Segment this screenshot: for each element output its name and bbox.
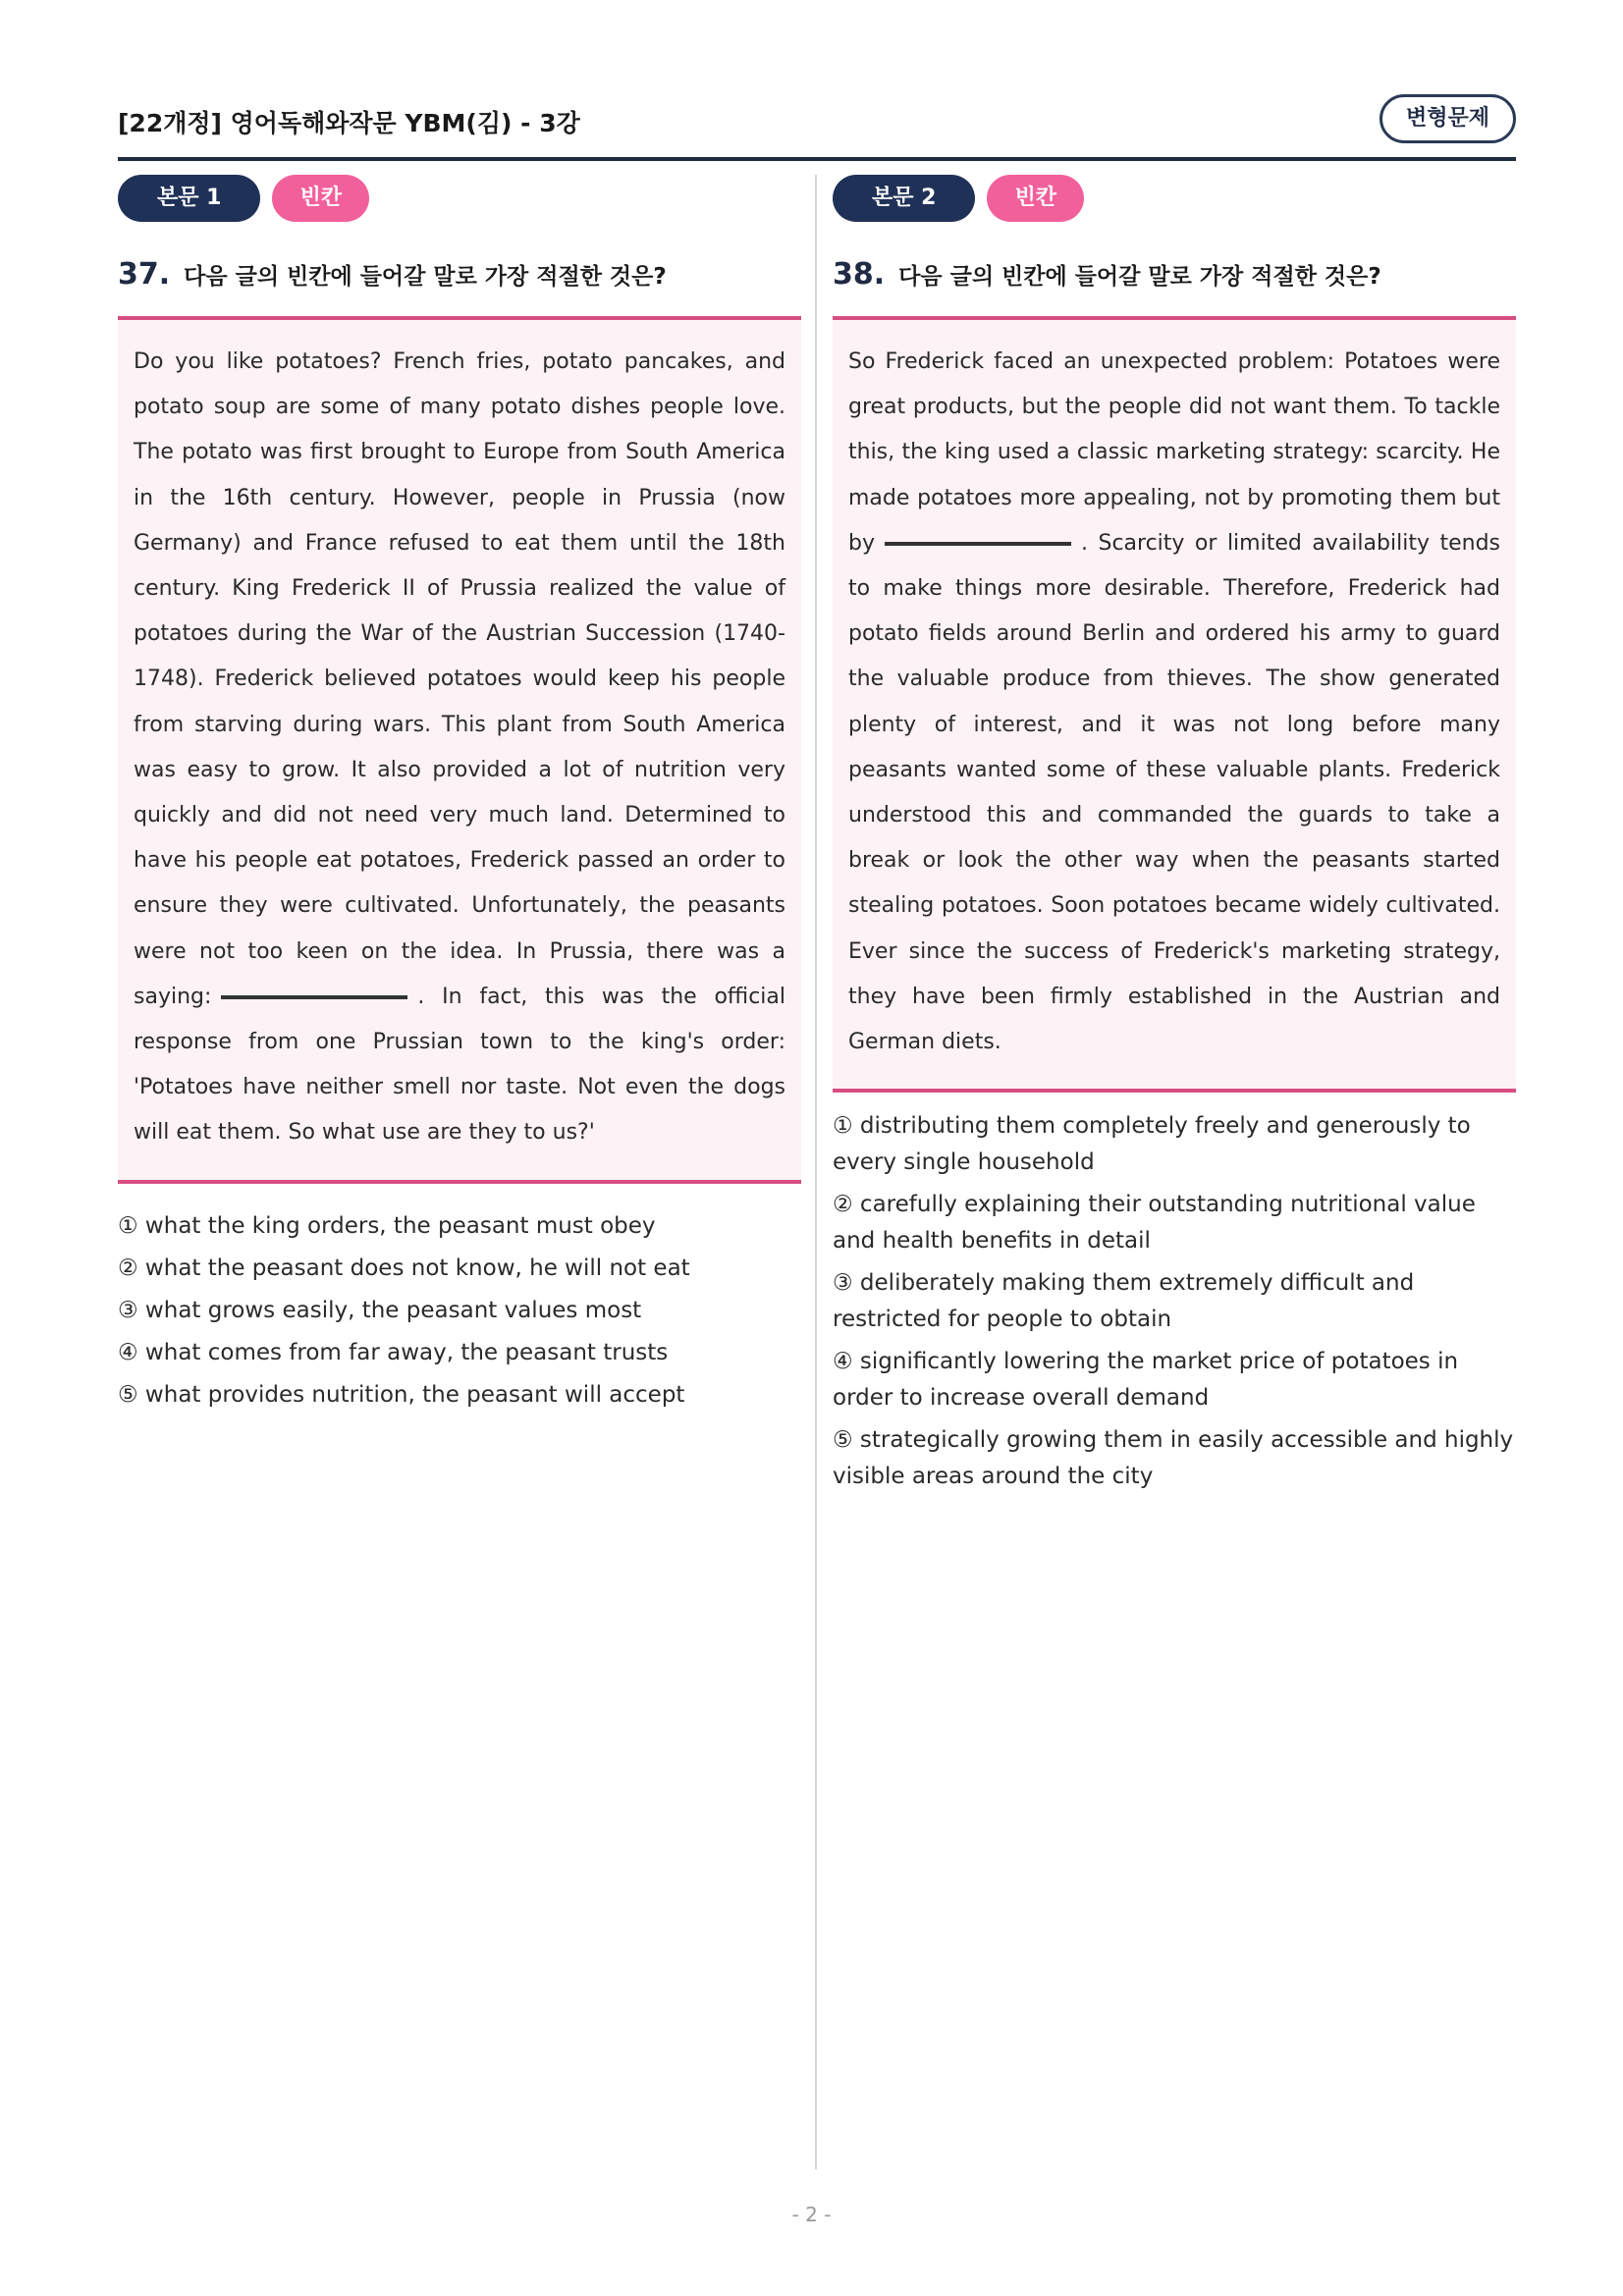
question-prompt: 다음 글의 빈칸에 들어갈 말로 가장 적절한 것은?: [898, 264, 1381, 290]
passage-text-before: Do you like potatoes? French fries, potato pancakes, and potato soup are some of many potato dishes people love. The potato was first brought to Europe from South America in the 16th century. However, people in Prussia (now Germany) and France refused to eat them until the 18th century. King Frederick II of Prussia realized the value of potatoes during the War of the Austrian Succession (1740-1748). Frederick believed potatoes would keep his people from starving during wars. This plant from South America was easy to grow. It also provided a lot of nutrition very quickly and did not need very much land. Determined to have his people eat potatoes, Frederick passed an order to ensure they were cultivated. Unfortunately, the peasants were not too keen on the idea. In Prussia, there was a saying:: [134, 349, 785, 1009]
choice-1[interactable]: ① what the king orders, the peasant must obey: [118, 1212, 656, 1239]
answer-choices: [833, 1108, 1516, 1495]
answer-choices: [118, 1205, 801, 1416]
choice-5[interactable]: ⑤ what provides nutrition, the peasant will accept: [118, 1381, 685, 1408]
choice-5[interactable]: ⑤ strategically growing them in easily accessible and highly visible areas around the city: [833, 1427, 1514, 1490]
answer-blank: [221, 995, 407, 999]
question-heading: [833, 257, 1516, 320]
choice-1[interactable]: ① distributing them completely freely and generously to every single household: [833, 1113, 1471, 1176]
question-heading: [118, 257, 801, 320]
question-number: 38.: [833, 257, 886, 292]
page-header: [118, 94, 1516, 161]
choice-3[interactable]: ③ what grows easily, the peasant values most: [118, 1297, 642, 1323]
passage-text-before: So Frederick faced an unexpected problem: Potatoes were great products, but the people did not want them. To tackle this, the king used a classic marketing strategy: scarcity. He made potatoes more appealing, not by promoting them but by: [848, 349, 1500, 556]
column-divider: [815, 175, 817, 2169]
passage-tag: 본문 1: [118, 175, 260, 222]
document-title: [22개정] 영어독해와작문 YBM(김) - 3강: [118, 109, 580, 137]
tag-row: [118, 175, 801, 222]
question-38-column: [833, 175, 1516, 1501]
passage-text-after: . Scarcity or limited availability tends to make things more desirable. Therefore, Frederick had potato fields around Berlin and ordered his army to guard the valuable produce from thieves. The show generated plenty of interest, and it was not long before many peasants wanted some of these valuable plants. Frederick understood this and commanded the guards to take a break or look the other way when the peasants started stealing potatoes. Soon potatoes became widely cultivated. Ever since the success of Frederick's marketing strategy, they have been firmly established in the Austrian and German diets.: [848, 530, 1500, 1055]
choice-2[interactable]: ② what the peasant does not know, he will not eat: [118, 1255, 690, 1281]
passage-tag: 본문 2: [833, 175, 975, 222]
page-number: - 2 -: [791, 2203, 832, 2226]
passage-text: [848, 340, 1500, 1065]
question-37-column: [118, 175, 801, 1416]
passage-box: [118, 320, 801, 1184]
passage-box: [833, 320, 1516, 1093]
category-tag: 빈칸: [987, 175, 1084, 222]
choice-2[interactable]: ② carefully explaining their outstanding nutritional value and health benefits in detail: [833, 1192, 1476, 1255]
choice-3[interactable]: ③ deliberately making them extremely difficult and restricted for people to obtain: [833, 1270, 1415, 1333]
answer-blank: [885, 542, 1071, 546]
question-number: 37.: [118, 257, 171, 292]
tag-row: [833, 175, 1516, 222]
passage-text-after: . In fact, this was the official response from one Prussian town to the king's order: 'Potatoes have neither smell nor taste. Not even the dogs will eat them. So what use are they to us?': [134, 984, 785, 1146]
question-prompt: 다음 글의 빈칸에 들어갈 말로 가장 적절한 것은?: [184, 264, 667, 290]
choice-4[interactable]: ④ what comes from far away, the peasant trusts: [118, 1339, 669, 1365]
passage-text: [134, 340, 785, 1156]
choice-4[interactable]: ④ significantly lowering the market price of potatoes in order to increase overall demand: [833, 1349, 1459, 1412]
category-tag: 빈칸: [272, 175, 369, 222]
question-type-badge: 변형문제: [1380, 94, 1516, 143]
